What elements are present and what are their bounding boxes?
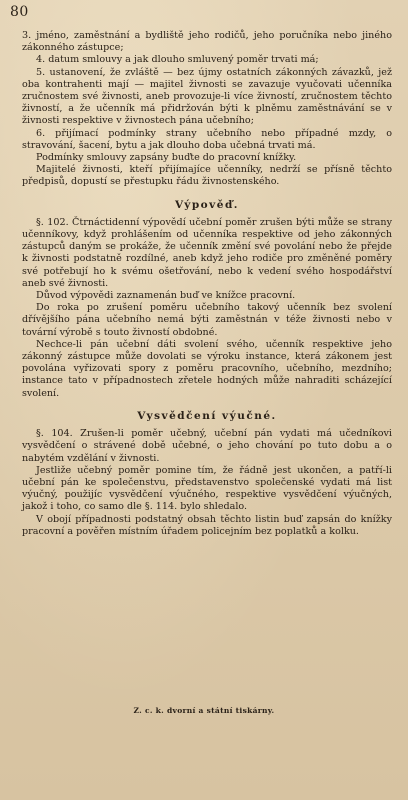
paragraph-consent: Nechce-li pán učební dáti svolení svého, učenník respektive jeho zákonný zástupce může dovolati se výroku instance, která zákonem jest povolána vyřizovati spory z poměru pracovního, učebního, mezdního; instance tato v případnostech zřetele hodných může nahraditi scházející svolení. xyxy=(22,338,392,399)
page-content xyxy=(22,30,392,538)
paragraph-apprentice-letter: Jestliže učebný poměr pomine tím, že řádně jest ukončen, a patří-li učební pán ke společenstvu, představenstvo společenské vydati má list výučný, použijíc vysvědčení výučného, respektive vysvědčení výučných, jakož i toho, co samo dle §. 114. bylo shledalo. xyxy=(22,464,392,513)
section-heading-vypoved: Výpověď. xyxy=(175,198,239,211)
paragraph-item-6: 6. přijímací podmínky strany učebního nebo případné mzdy, o stravování, šacení, bytu a jak dlouho doba učebná trvati má. xyxy=(22,127,392,151)
paragraph-conditions: Podmínky smlouvy zapsány buďte do pracovní knížky. xyxy=(36,152,297,164)
paragraph-both-cases: V obojí případnosti podstatný obsah těchto listin buď zapsán do knížky pracovní a pověřen místním úřadem policejním bez poplatků a kolku. xyxy=(22,513,392,537)
paragraph-section-102: §. 102. Čtrnáctidenní výpovědí učební poměr zrušen býti může se strany učenníkovy, když prohlášením od učenníka respektive od jeho zákonných zástupců daným se prokáže, že učenník změní své povolání nebo že přejde k živnosti podstatně rozdílné, aneb když jeho rodiče pro změněné poměry své potřebují ho k svému ošetřování, nebo k vedení svého hospodářství aneb své živnosti. xyxy=(22,216,392,289)
paragraph-reason: Důvod výpovědi zaznamenán buď ve knížce pracovní. xyxy=(36,290,296,302)
section-heading-vysvedceni: Vysvědčení výučné. xyxy=(137,409,277,422)
paragraph-item-3: 3. jméno, zaměstnání a bydliště jeho rodičů, jeho poručníka nebo jiného zákonného zástupce; xyxy=(22,30,392,54)
paragraph-year-restriction: Do roka po zrušení poměru učebního takový učenník bez svolení dřívějšího pána učebního nemá býti zaměstnán v téže živnosti nebo v tovární výrobě s touto živností obdobné. xyxy=(22,302,392,338)
printer-imprint: Z. c. k. dvorní a státní tiskárny. xyxy=(133,706,275,715)
page-number: 80 xyxy=(10,4,29,20)
paragraph-section-104: §. 104. Zrušen-li poměr učebný, učební pán vydati má učedníkovi vysvědčení o strávené době učebné, o jeho chování po tuto dobu a o nabytém vzdělání v živnosti. xyxy=(22,428,392,464)
paragraph-owners: Majitelé živnosti, kteří přijímajíce učenníky, nedrží se přísně těchto předpisů, dopustí se přestupku řádu živnostenského. xyxy=(22,164,392,188)
paragraph-item-4: 4. datum smlouvy a jak dlouho smluvený poměr trvati má; xyxy=(36,54,319,66)
paragraph-item-5: 5. ustanovení, že zvláště — bez újmy ostatních zákonných závazků, jež oba kontrahenti mají — majitel živnosti se zavazuje vyučovati učenníka zručnostem své živnosti, aneb provozuje-li více živností, zručnostem těchto živností, a že učenník má přidržován býti k plněmu zaměstnávání se v živnosti respektive v živnostech pána učebního; xyxy=(22,66,392,127)
